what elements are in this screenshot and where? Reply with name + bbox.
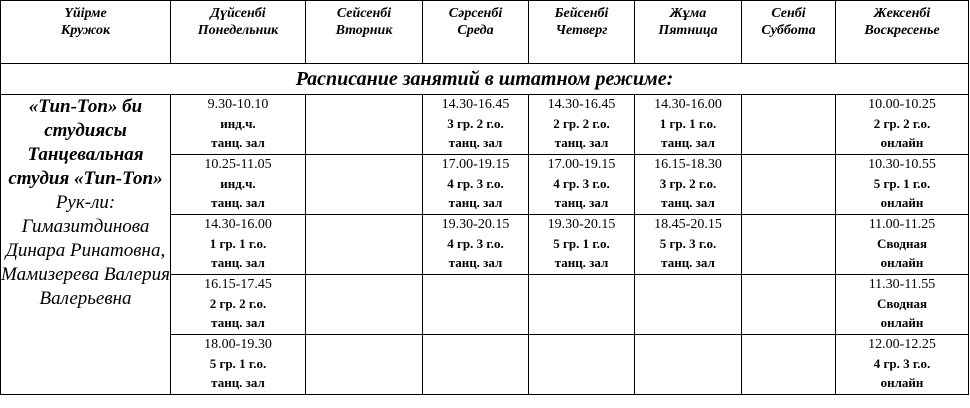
slot-place: танц. зал	[661, 255, 715, 270]
slot-time: 16.15-18.30	[654, 157, 722, 172]
slot-monday	[171, 95, 306, 155]
slot-place: танц. зал	[661, 195, 715, 210]
club-name: «Тип-Топ» би студиясы Танцевальная студия «Тип-Топ»	[8, 96, 163, 189]
slot-thursday	[529, 275, 635, 335]
slot-time: 19.30-20.15	[547, 217, 616, 232]
slot-friday	[635, 95, 742, 155]
slot-place: танц. зал	[448, 135, 503, 150]
slot-time: 14.30-16.45	[547, 97, 616, 112]
slot-time: 17.00-19.15	[441, 157, 510, 172]
slot-group: 4 гр. 3 г.о.	[447, 176, 504, 191]
header-day-ru: Вторник	[335, 23, 393, 38]
slot-time: 14.30-16.45	[441, 97, 510, 112]
slot-place: танц. зал	[448, 195, 503, 210]
slot-sunday	[836, 215, 969, 275]
slot-tuesday	[306, 95, 423, 155]
slot-time: 10.30-10.55	[868, 157, 936, 172]
slot-saturday	[742, 95, 836, 155]
slot-time: 9.30-10.10	[207, 97, 269, 112]
slot-time: 10.25-11.05	[204, 157, 272, 172]
slot-group: 4 гр. 3 г.о.	[553, 176, 610, 191]
slot-time: 18.00-19.30	[204, 337, 272, 352]
slot-monday	[171, 155, 306, 215]
slot-place: танц. зал	[554, 135, 609, 150]
slot-saturday	[742, 215, 836, 275]
header-day-kz: Сәрсенбі	[448, 6, 503, 21]
slot-tuesday	[306, 275, 423, 335]
slot-time: 14.30-16.00	[204, 217, 272, 232]
slot-group: 3 гр. 2 г.о.	[447, 116, 504, 131]
header-day-ru: Воскресенье	[864, 23, 940, 38]
slot-group: Сводная	[876, 296, 928, 311]
slot-group: 4 гр. 3 г.о.	[873, 356, 931, 371]
slot-group: 5 гр. 3 г.о.	[659, 236, 717, 251]
slot-time: 19.30-20.15	[441, 217, 510, 232]
slot-place: танц. зал	[211, 195, 265, 210]
slot-time: 16.15-17.45	[204, 277, 272, 292]
slot-friday	[635, 275, 742, 335]
slot-time: 12.00-12.25	[868, 337, 936, 352]
slot-place: танц. зал	[448, 255, 503, 270]
slot-wednesday	[423, 215, 529, 275]
slot-wednesday	[423, 335, 529, 395]
slot-group: 4 гр. 3 г.о.	[447, 236, 504, 251]
club-cell	[1, 95, 171, 395]
slot-group: 2 гр. 2 г.о.	[553, 116, 610, 131]
slot-place: онлайн	[880, 195, 924, 210]
slot-place: танц. зал	[554, 195, 609, 210]
slot-group: инд.ч.	[220, 176, 256, 191]
slot-time: 18.45-20.15	[654, 217, 722, 232]
slot-group: 2 гр. 2 г.о.	[873, 116, 931, 131]
slot-place: онлайн	[880, 255, 924, 270]
slot-time: 14.30-16.00	[654, 97, 722, 112]
header-day-ru: Среда	[457, 23, 494, 38]
slot-thursday	[529, 215, 635, 275]
slot-saturday	[742, 275, 836, 335]
slot-monday	[171, 335, 306, 395]
slot-group: 2 гр. 2 г.о.	[209, 296, 267, 311]
table-row	[1, 95, 969, 155]
slot-tuesday	[306, 335, 423, 395]
slot-place: танц. зал	[211, 315, 265, 330]
slot-place: танц. зал	[211, 255, 265, 270]
header-thursday	[529, 1, 635, 64]
header-saturday	[742, 1, 836, 64]
slot-friday	[635, 155, 742, 215]
slot-wednesday	[423, 95, 529, 155]
header-monday	[171, 1, 306, 64]
header-day-ru: Четверг	[555, 23, 608, 38]
slot-place: танц. зал	[211, 135, 265, 150]
slot-group: Сводная	[876, 236, 928, 251]
header-row	[1, 1, 969, 64]
slot-place: онлайн	[880, 315, 924, 330]
club-leaders: Рук-ли: Гимазитдинова Динара Ринатовна, Мамизерева Валерия Валерьевна	[1, 192, 170, 309]
header-sunday	[836, 1, 969, 64]
slot-monday	[171, 275, 306, 335]
slot-group: 5 гр. 1 г.о.	[209, 356, 267, 371]
header-tuesday	[306, 1, 423, 64]
slot-friday	[635, 335, 742, 395]
header-day-kz: Сейсенбі	[336, 6, 392, 21]
slot-place: танц. зал	[211, 375, 265, 390]
header-day-ru: Суббота	[761, 23, 816, 38]
slot-place: онлайн	[880, 135, 924, 150]
slot-group: 5 гр. 1 г.о.	[553, 236, 610, 251]
slot-thursday	[529, 335, 635, 395]
header-day-ru: Понедельник	[197, 23, 279, 38]
slot-place: танц. зал	[661, 135, 715, 150]
header-day-kz: Сенбі	[771, 6, 806, 21]
slot-sunday	[836, 95, 969, 155]
header-day-ru: Пятница	[658, 23, 718, 38]
header-friday	[635, 1, 742, 64]
slot-group: 5 гр. 1 г.о.	[873, 176, 931, 191]
header-day-kz: Дүйсенбі	[210, 6, 266, 21]
slot-group: 1 гр. 1 г.о.	[209, 236, 267, 251]
slot-time: 11.00-11.25	[868, 217, 936, 232]
header-club	[1, 1, 171, 64]
slot-sunday	[836, 275, 969, 335]
header-wednesday	[423, 1, 529, 64]
schedule-title: Расписание занятий в штатном режиме:	[1, 64, 969, 95]
slot-group: инд.ч.	[220, 116, 256, 131]
slot-wednesday	[423, 275, 529, 335]
header-day-kz: Жексенбі	[873, 6, 931, 21]
slot-friday	[635, 215, 742, 275]
slot-place: онлайн	[880, 375, 924, 390]
slot-group: 3 гр. 2 г.о.	[659, 176, 717, 191]
title-row	[1, 64, 969, 95]
header-day-kz: Жұма	[669, 6, 707, 21]
slot-thursday	[529, 95, 635, 155]
header-club-kz: Үйірме	[64, 6, 107, 21]
slot-tuesday	[306, 215, 423, 275]
slot-group: 1 гр. 1 г.о.	[659, 116, 717, 131]
slot-tuesday	[306, 155, 423, 215]
slot-sunday	[836, 335, 969, 395]
slot-time: 17.00-19.15	[547, 157, 616, 172]
slot-wednesday	[423, 155, 529, 215]
slot-monday	[171, 215, 306, 275]
slot-saturday	[742, 335, 836, 395]
slot-saturday	[742, 155, 836, 215]
slot-place: танц. зал	[554, 255, 609, 270]
slot-time: 11.30-11.55	[868, 277, 936, 292]
slot-sunday	[836, 155, 969, 215]
header-day-kz: Бейсенбі	[554, 6, 609, 21]
header-club-ru: Кружок	[60, 23, 111, 38]
slot-thursday	[529, 155, 635, 215]
slot-time: 10.00-10.25	[868, 97, 936, 112]
